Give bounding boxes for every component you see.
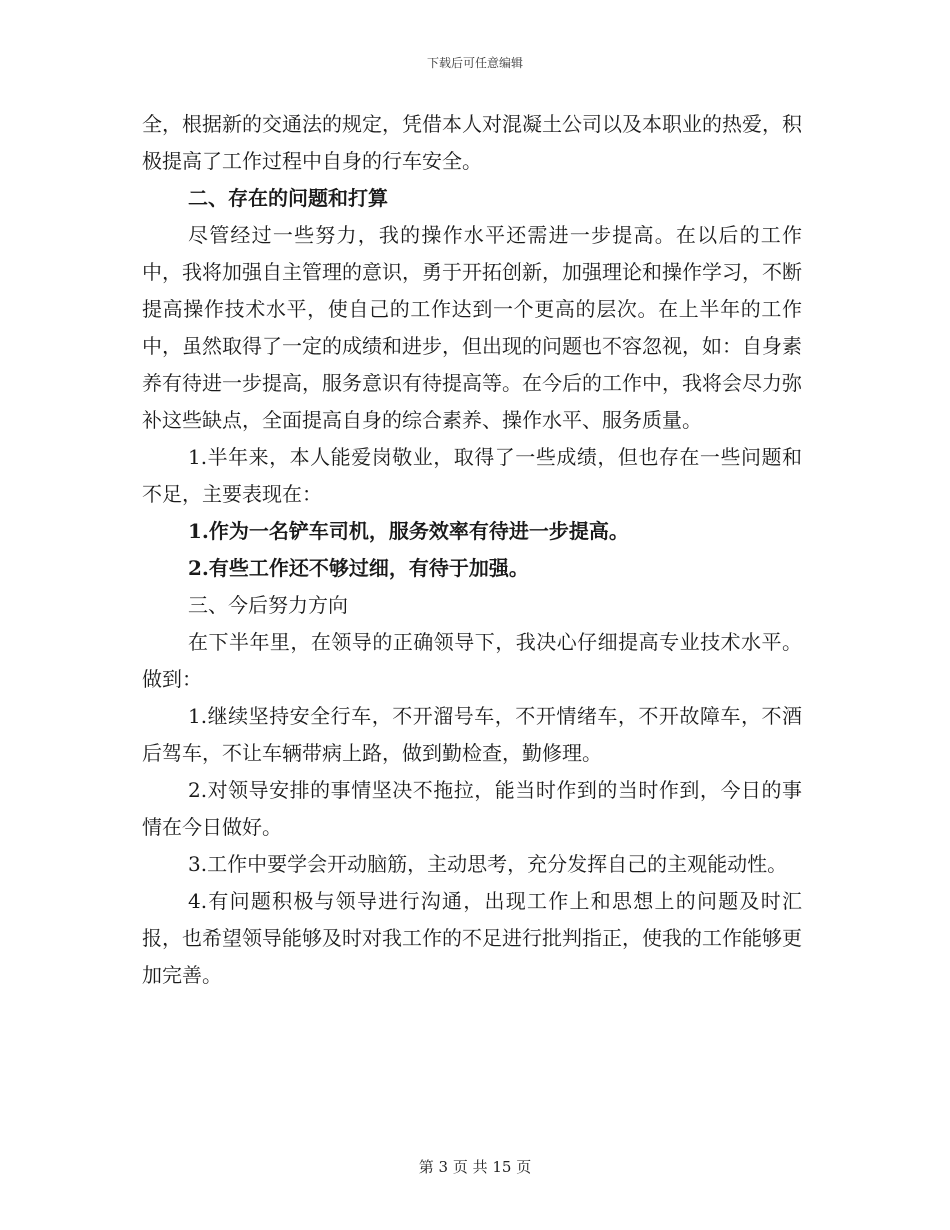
paragraph-continuation: 全，根据新的交通法的规定，凭借本人对混凝土公司以及本职业的热爱，积极提高了工作过程中自身的行车安全。 [142,112,802,173]
page-header: 下载后可任意编辑 [426,56,523,70]
document-body [142,106,802,994]
list-item-no-delay: 2.对领导安排的事情坚决不拖拉，能当时作到的当时作到，今日的事情在今日做好。 [142,778,802,839]
paragraph-half-year: 1.半年来，本人能爱岗敬业，取得了一些成绩，但也存在一些问题和不足，主要表现在： [142,445,802,506]
paragraph-direction: 在下半年里，在领导的正确领导下，我决心仔细提高专业技术水平。做到： [142,630,802,691]
list-item-safety: 1.继续坚持安全行车，不开溜号车，不开情绪车，不开故障车，不酒后驾车，不让车辆带病上路，做到勤检查，勤修理。 [142,704,802,765]
list-item-detail: 2.有些工作还不够过细，有待于加强。 [188,556,529,580]
list-item-efficiency: 1.作为一名铲车司机，服务效率有待进一步提高。 [188,519,629,543]
section-heading-direction: 三、今后努力方向 [188,593,348,617]
list-item-thinking: 3.工作中要学会开动脑筋，主动思考，充分发挥自己的主观能动性。 [188,852,788,876]
paragraph-problems: 尽管经过一些努力，我的操作水平还需进一步提高。在以后的工作中，我将加强自主管理的意识，勇于开拓创新，加强理论和操作学习，不断提高操作技术水平，使自己的工作达到一个更高的层次。在上半年的工作中，虽然取得了一定的成绩和进步，但出现的问题也不容忽视，如：自身素养有待进一步提高，服务意识有待提高等。在今后的工作中，我将会尽力弥补这些缺点，全面提高自身的综合素养、操作水平、服务质量。 [142,223,802,432]
page-footer: 第 3 页 共 15 页 [418,1158,532,1176]
list-item-communication: 4.有问题积极与领导进行沟通，出现工作上和思想上的问题及时汇报，也希望领导能够及时对我工作的不足进行批判指正，使我的工作能够更加完善。 [142,889,802,987]
section-heading-problems: 二、存在的问题和打算 [188,186,388,210]
